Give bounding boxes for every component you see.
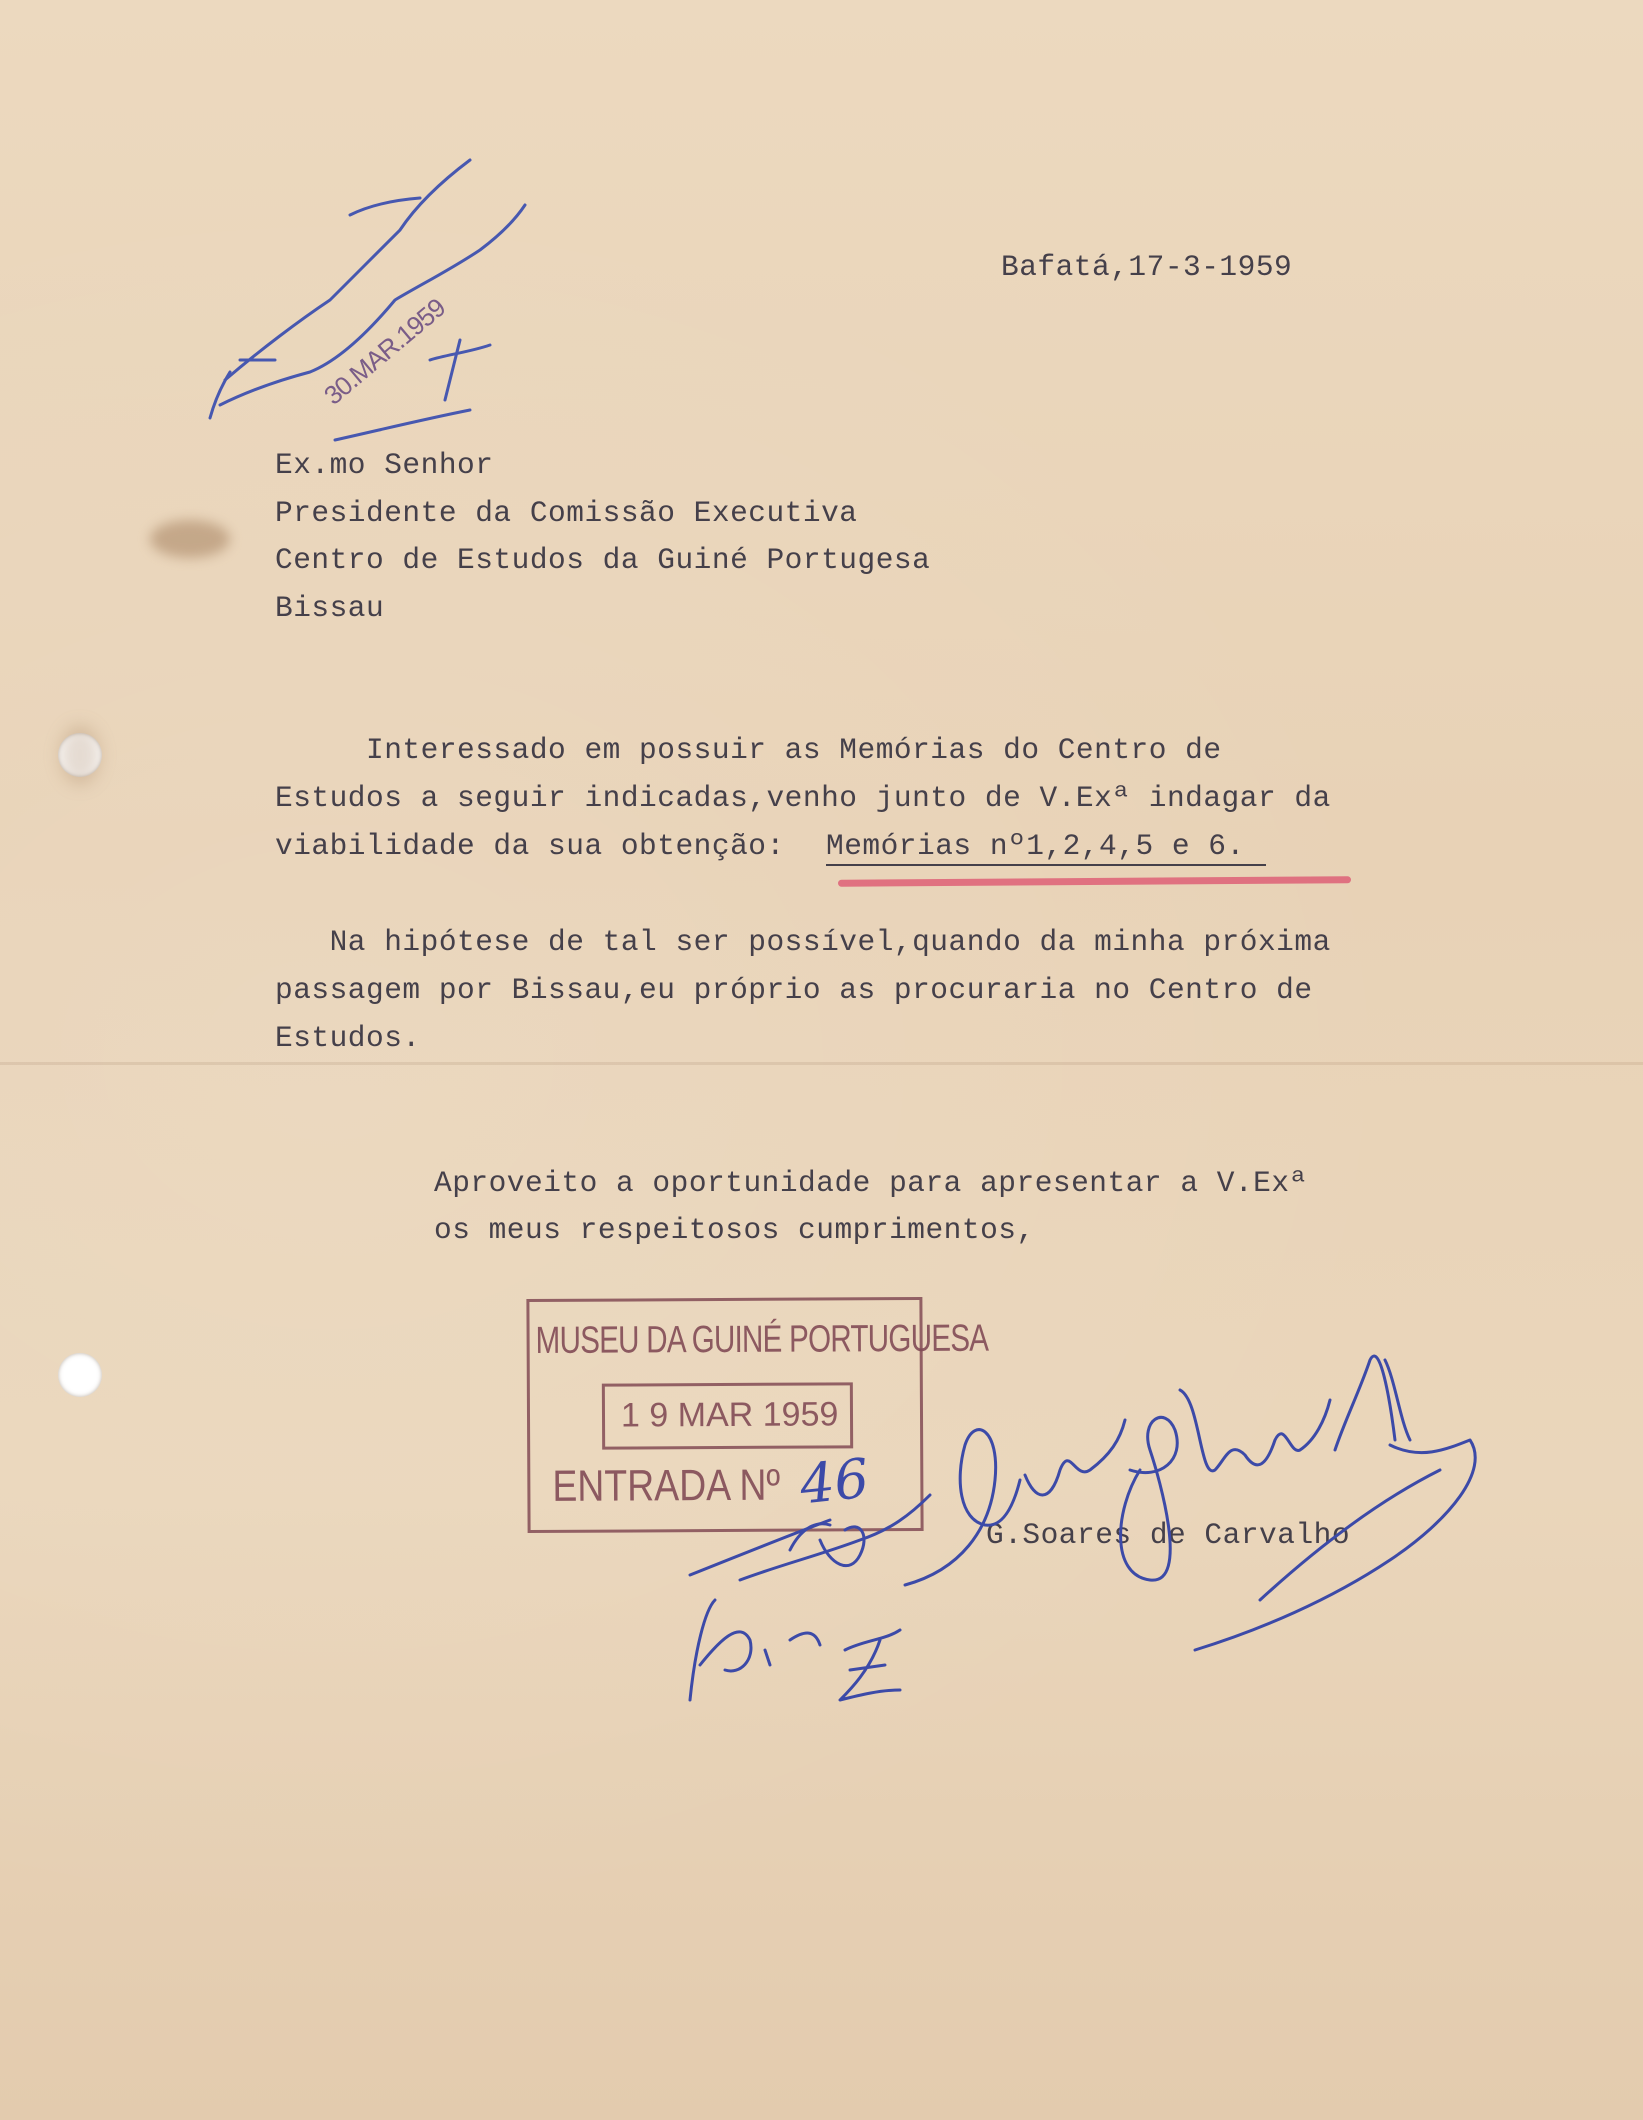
stamp-institution: MUSEU DA GUINÉ PORTUGUESA: [535, 1317, 989, 1362]
recipient-line: Centro de Estudos da Guiné Portugesa: [275, 543, 931, 577]
body-line: passagem por Bissau,eu próprio as procuraria no Centro de: [275, 973, 1313, 1007]
margin-date-stamp: 30.MAR.1959: [318, 292, 451, 411]
stamp-entry-number: 46: [796, 1446, 872, 1517]
closing-line: os meus respeitosos cumprimentos,: [434, 1213, 1035, 1247]
body-line: Estudos a seguir indicadas,venho junto de V.Exª indagar da: [275, 781, 1331, 815]
recipient-line: Ex.mo Senhor: [275, 448, 494, 482]
body-line: Estudos.: [275, 1021, 421, 1055]
stamp-entry-label: ENTRADA Nº: [552, 1460, 781, 1511]
stamp-date: 1 9 MAR 1959: [620, 1395, 839, 1435]
body-line: Interessado em possuir as Memórias do Centro de: [275, 733, 1222, 767]
recipient-line: Bissau: [275, 591, 385, 625]
memorias-reference: Memórias nº1,2,4,5 e 6.: [826, 829, 1245, 863]
signature-name: G.Soares de Carvalho: [986, 1518, 1351, 1552]
closing-line: Aproveito a oportunidade para apresentar a V.Exª: [434, 1166, 1308, 1200]
body-line: viabilidade da sua obtenção:: [275, 829, 785, 863]
place-date: Bafatá,17-3-1959: [1001, 250, 1293, 284]
recipient-line: Presidente da Comissão Executiva: [275, 496, 858, 530]
body-line: Na hipótese de tal ser possível,quando da minha próxima: [275, 925, 1331, 959]
